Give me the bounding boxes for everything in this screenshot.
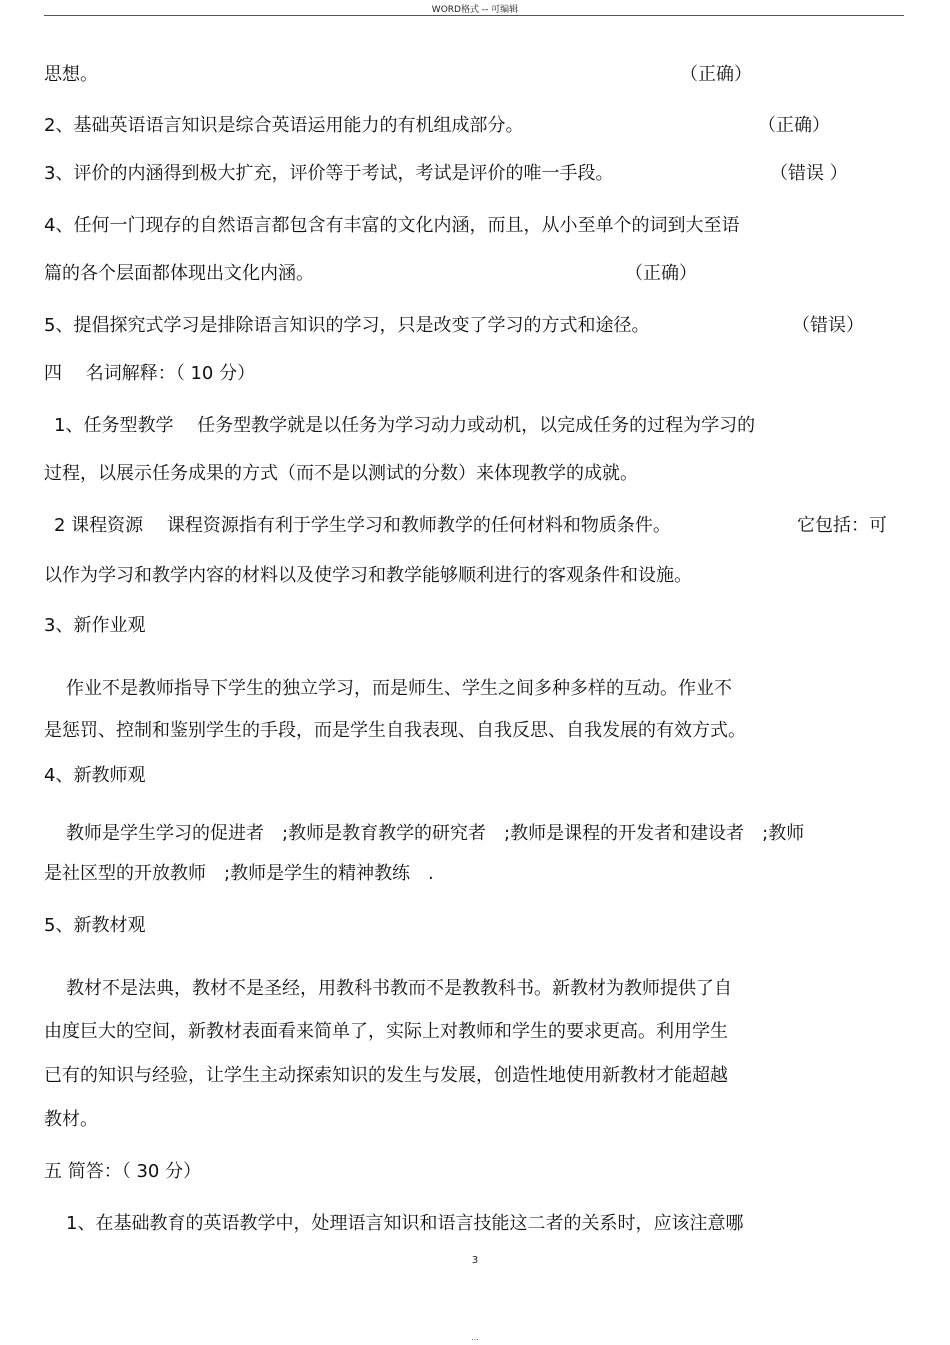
term-3-line2: 是惩罚、控制和鉴别学生的手段，而是学生自我表现、自我反思、自我发展的有效方式。: [44, 720, 746, 741]
judgment-3: 3、评价的内涵得到极大扩充，评价等于考试，考试是评价的唯一手段。: [44, 163, 614, 184]
judgment-4-line2: 篇的各个层面都体现出文化内涵。: [44, 263, 314, 284]
judgment-2-answer: （正确）: [758, 115, 830, 136]
term-5-line4: 教材。: [44, 1109, 98, 1130]
term-3-line1: 作业不是教师指导下学生的独立学习，而是师生、学生之间多种多样的互动。作业不: [66, 678, 732, 699]
term-4-line1: 教师是学生学习的促进者 ;教师是教育教学的研究者 ;教师是课程的开发者和建设者 ;教师: [66, 823, 805, 844]
page-number: 3: [471, 1255, 479, 1266]
page-header: WORD格式 -- 可编辑: [431, 5, 519, 15]
judgment-2: 2、基础英语语言知识是综合英语运用能力的有机组成部分。: [44, 115, 524, 136]
term-3-title: 3、新作业观: [44, 615, 146, 636]
section-5-heading: 五 简答：（ 30 分）: [44, 1161, 202, 1182]
term-1-line1: 1、任务型教学 任务型教学就是以任务为学习动力或动机，以完成任务的过程为学习的: [54, 415, 756, 436]
term-4-line2: 是社区型的开放教师 ;教师是学生的精神教练 .: [44, 863, 434, 884]
term-5-line2: 由度巨大的空间，新教材表面看来简单了，实际上对教师和学生的要求更高。利用学生: [44, 1021, 728, 1042]
header-rule: [44, 15, 904, 16]
judgment-5: 5、提倡探究式学习是排除语言知识的学习，只是改变了学习的方式和途径。: [44, 315, 650, 336]
judgment-1-continuation: 思想。: [44, 64, 98, 85]
judgment-1-answer: （正确）: [680, 64, 752, 85]
judgment-5-answer: （错误）: [792, 315, 864, 336]
term-2-line2: 以作为学习和教学内容的材料以及使学习和教学能够顺利进行的客观条件和设施。: [44, 565, 692, 586]
section-4-heading: 四 名词解释：（ 10 分）: [44, 363, 256, 384]
footer-dots: ...: [471, 1333, 479, 1342]
term-5-line3: 已有的知识与经验，让学生主动探索知识的发生与发展，创造性地使用新教材才能超越: [44, 1065, 728, 1086]
short-question-1: 1、在基础教育的英语教学中，处理语言知识和语言技能这二者的关系时，应该注意哪: [66, 1213, 744, 1234]
term-1-line2: 过程，以展示任务成果的方式（而不是以测试的分数）来体现教学的成就。: [44, 463, 638, 484]
term-4-title: 4、新教师观: [44, 765, 146, 786]
term-2-line1: 2 课程资源 课程资源指有利于学生学习和教师教学的任何材料和物质条件。: [54, 515, 671, 536]
term-5-title: 5、新教材观: [44, 915, 146, 936]
term-5-line1: 教材不是法典，教材不是圣经，用教科书教而不是教教科书。新教材为教师提供了自: [66, 978, 732, 999]
judgment-3-answer: （错误 ）: [770, 163, 848, 184]
judgment-4-answer: （正确）: [625, 263, 697, 284]
term-2-line1-tail: 它包括：可: [797, 515, 887, 536]
judgment-4-line1: 4、任何一门现存的自然语言都包含有丰富的文化内涵，而且，从小至单个的词到大至语: [44, 215, 740, 236]
